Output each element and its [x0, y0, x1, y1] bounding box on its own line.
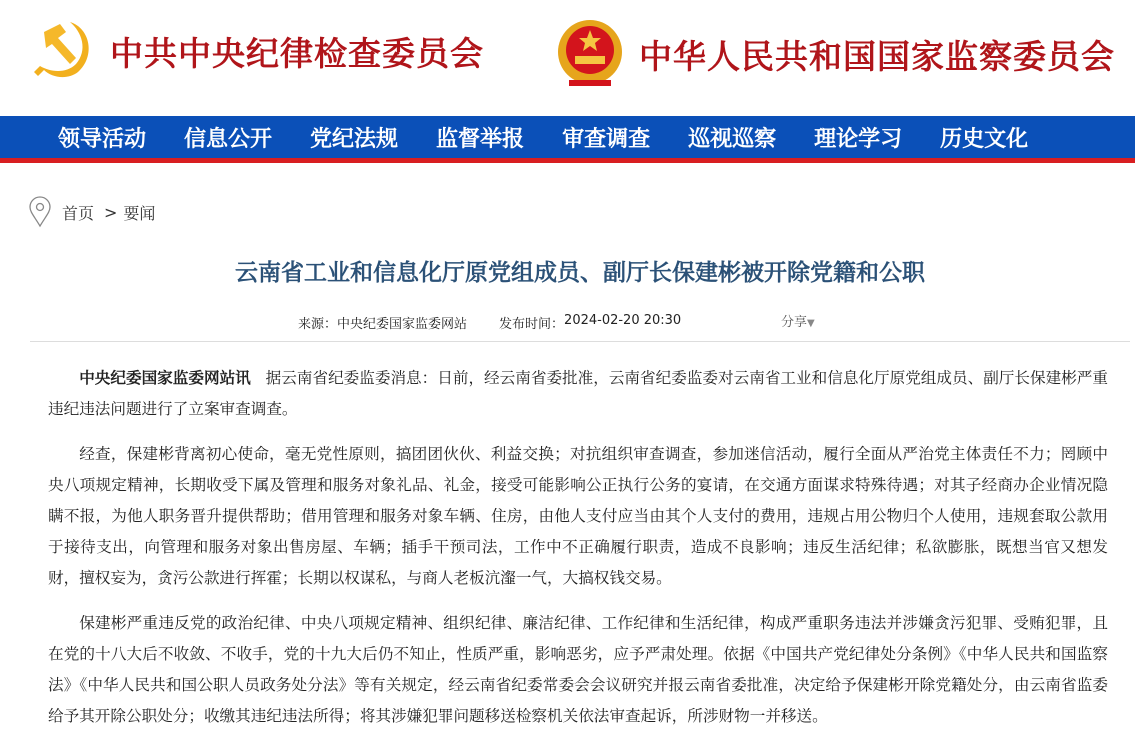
ccdi-logo[interactable]: [30, 18, 484, 84]
paragraph: 保建彬严重违反党的政治纪律、中央八项规定精神、组织纪律、廉洁纪律、工作纪律和生活纪律，构成严重职务违法并涉嫌贪污犯罪、受贿犯罪，且在党的十八大后不收敛、不收手，党的十九大后仍不知止，性质严重，影响恶劣，应予严肃处理。依据《中国共产党纪律处分条例》《中华人民共和国监察法》《中华人民共和国公职人员政务处分法》等有关规定，经云南省纪委常委会会议研究并报云南省委批准，决定给予保建彬开除党籍处分，由云南省监委给予其开除公职处分；收缴其违纪违法所得；将其涉嫌犯罪问题移送检察机关依法审查起诉，所涉财物一并移送。: [48, 614, 1108, 725]
share-dropdown[interactable]: [781, 311, 815, 330]
nav-item-leadership[interactable]: 领导活动: [58, 125, 147, 152]
national-emblem-icon: [555, 18, 625, 90]
nav-item-investigation[interactable]: 审查调查: [562, 125, 651, 152]
nsc-logo[interactable]: [555, 18, 1115, 90]
article-title: 云南省工业和信息化厅原党组成员、副厅长保建彬被开除党籍和公职: [235, 260, 925, 286]
nav-item-supervision-report[interactable]: 监督举报: [436, 125, 525, 152]
paragraph: [48, 363, 1108, 425]
nav-item-party-regulations[interactable]: 党纪法规: [310, 125, 399, 152]
breadcrumb: [28, 196, 155, 228]
breadcrumb-separator: >: [104, 202, 118, 222]
nsc-title: 中华人民共和国国家监察委员会: [639, 36, 1115, 76]
breadcrumb-current[interactable]: 要闻: [123, 203, 156, 223]
article-meta: [298, 313, 689, 332]
divider: [30, 341, 1130, 342]
publish-time: 2024-02-20 20:30: [564, 313, 682, 328]
source-value: 中央纪委国家监委网站: [337, 317, 468, 332]
site-header: [0, 0, 1135, 116]
lead-source: 中央纪委国家监委网站讯: [79, 369, 251, 387]
main-nav: [0, 116, 1135, 163]
source-label: 来源：: [298, 317, 338, 332]
nav-item-history[interactable]: 历史文化: [940, 125, 1029, 152]
breadcrumb-home[interactable]: 首页: [62, 203, 95, 223]
paragraph-text: 据云南省纪委监委消息：日前，经云南省委批准，云南省纪委监委对云南省工业和信息化厅原党组成员、副厅长保建彬严重违纪违法问题进行了立案审查调查。: [48, 369, 1108, 418]
paragraph: 经查，保建彬背离初心使命，毫无党性原则，搞团团伙伙、利益交换；对抗组织审查调查，参加迷信活动，履行全面从严治党主体责任不力；罔顾中央八项规定精神，长期收受下属及管理和服务对象礼品、礼金，接受可能影响公正执行公务的宴请，在交通方面谋求特殊待遇；对其子经商办企业情况隐瞒不报，为他人职务晋升提供帮助；借用管理和服务对象车辆、住房，由他人支付应当由其个人支付的费用，违规占用公物归个人使用，违规套取公款用于接待支出，向管理和服务对象出售房屋、车辆；插手干预司法，工作中不正确履行职责，造成不良影响；违反生活纪律；私欲膨胀，既想当官又想发财，擅权妄为，贪污公款进行挥霍；长期以权谋私，与商人老板沆瀣一气，大搞权钱交易。: [48, 445, 1108, 587]
ccdi-title: 中共中央纪律检查委员会: [110, 33, 484, 73]
share-label: 分享: [781, 315, 808, 330]
party-emblem-icon: [30, 18, 96, 84]
caret-down-icon: ▼: [807, 318, 815, 329]
article-body: [48, 363, 1108, 746]
nav-item-inspection[interactable]: 巡视巡察: [688, 125, 777, 152]
nav-item-theory[interactable]: 理论学习: [814, 125, 903, 152]
location-pin-icon: [28, 196, 52, 228]
time-label: 发布时间：: [499, 317, 565, 332]
nav-item-info-disclosure[interactable]: 信息公开: [184, 125, 273, 152]
